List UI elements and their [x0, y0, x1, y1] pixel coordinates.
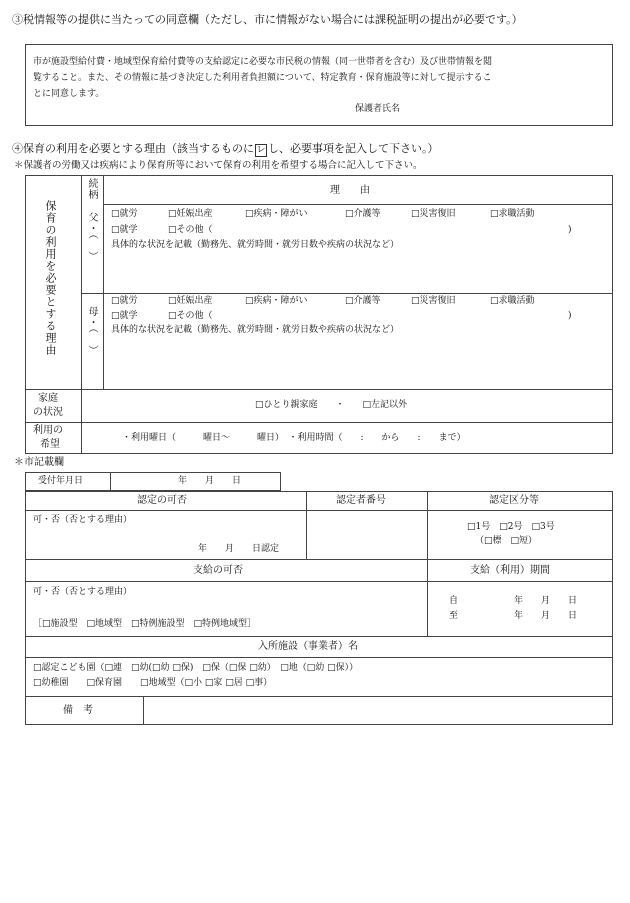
from-label: 自 [449, 596, 459, 606]
mother-opt-care[interactable]: □介護等 [345, 296, 381, 306]
mother-close-paren: ) [568, 311, 572, 321]
cert-date: 年 月 日認定 [198, 544, 280, 554]
father-opt-study[interactable]: □就学 [111, 225, 138, 235]
mother-opt-work[interactable]: □就労 [111, 296, 138, 306]
family-options[interactable]: □ひとり親家庭 ・ □左記以外 [255, 400, 408, 410]
cert-class-duration[interactable]: （□標 □短） [475, 536, 538, 546]
facility-line-1[interactable]: □認定こども園（□連 □幼(□幼 □保) □保（□保 □幼） □地（□幼 □保）） [33, 663, 359, 673]
col-relation: 続柄 [86, 178, 97, 200]
col-reason: 理 由 [330, 185, 370, 196]
mother-opt-study[interactable]: □就学 [111, 311, 138, 321]
facility-label: 入所施設（事業者）名 [258, 641, 358, 652]
cert-label: 認定の可否 [137, 495, 187, 506]
father-opt-disaster[interactable]: □災害復旧 [411, 209, 456, 219]
mother-opt-jobsearch[interactable]: □求職活動 [490, 296, 535, 306]
received-label: 受付年月日 [38, 476, 84, 486]
father-label: 父・（ ） [86, 212, 97, 262]
from-date: 年 月 日 [514, 596, 578, 606]
consent-line-2: 覧すること。また、その情報に基づき決定した利用者負担額について、特定教育・保育施設等に対して提示するこ [33, 73, 492, 83]
reason-heading [12, 143, 439, 157]
wish-label-1: 利用の [33, 425, 63, 436]
father-opt-care[interactable]: □介護等 [345, 209, 381, 219]
mother-label: 母・（ ） [86, 306, 97, 356]
father-opt-other[interactable]: □その他（ [168, 225, 213, 235]
family-label-2: の状況 [33, 407, 63, 418]
guardian-name-label: 保護者氏名 [355, 104, 401, 114]
pay-period-label: 支給（利用）期間 [470, 565, 550, 576]
to-date: 年 月 日 [514, 611, 578, 621]
father-opt-jobsearch[interactable]: □求職活動 [490, 209, 535, 219]
father-opt-illness[interactable]: □疾病・障がい [245, 209, 308, 219]
mother-opt-other[interactable]: □その他（ [168, 311, 213, 321]
consent-line-1: 市が施設型給付費・地域型保育給付費等の支給認定に必要な市民税の情報（同一世帯者を含む）及び世帯情報を閲 [33, 57, 493, 67]
reason-heading-post: し、必要事項を記入して下さい。） [268, 142, 439, 155]
family-label-1: 家庭 [38, 393, 58, 404]
mother-detail: 具体的な状況を記載（勤務先、就労時間・就労日数や疾病の状況など） [111, 325, 400, 335]
check-mark-icon: レ [256, 145, 266, 155]
mother-opt-illness[interactable]: □疾病・障がい [245, 296, 308, 306]
reason-heading-pre: ④保育の利用を必要とする理由（該当するものに [12, 142, 254, 155]
father-detail: 具体的な状況を記載（勤務先、就労時間・就労日数や疾病の状況など） [111, 240, 400, 250]
cert-no-label: 認定者番号 [336, 495, 386, 506]
father-opt-work[interactable]: □就労 [111, 209, 138, 219]
pay-body: 可・否（否とする理由） [33, 587, 133, 597]
reason-note: ＊保護者の労働又は疾病により保育所等において保育の利用を希望する場合に記入して下さい。 [14, 160, 423, 171]
mother-opt-disaster[interactable]: □災害復旧 [411, 296, 456, 306]
city-heading: ＊市記載欄 [14, 457, 64, 468]
father-close-paren: ) [568, 225, 572, 235]
consent-line-3: とに同意します。 [33, 89, 105, 99]
cert-class-label: 認定区分等 [489, 495, 539, 506]
father-opt-pregnancy[interactable]: □妊娠出産 [168, 209, 213, 219]
cert-class-options[interactable]: □1号 □2号 □3号 [467, 522, 555, 532]
received-date: 年 月 日 [178, 476, 242, 486]
mother-opt-pregnancy[interactable]: □妊娠出産 [168, 296, 213, 306]
pay-label: 支給の可否 [193, 565, 243, 576]
consent-heading: ③税情報等の提供に当たっての同意欄（ただし、市に情報がない場合には課税証明の提出が必要です。） [12, 13, 523, 26]
to-label: 至 [449, 611, 459, 621]
reason-side-label: 保育の利用を必要とする理由 [44, 200, 57, 356]
remarks-label: 備 考 [63, 705, 93, 716]
pay-types[interactable]: ［□施設型 □地域型 □特例施設型 □特例地域型］ [33, 619, 257, 629]
wish-text: ・利用曜日（ 曜日～ 曜日） ・利用時間（ : から : まで） [122, 433, 466, 443]
cert-body: 可・否（否とする理由） [33, 515, 133, 525]
wish-label-2: 希望 [40, 439, 60, 450]
facility-line-2[interactable]: □幼稚園 □保育園 □地域型（□小 □家 □居 □事） [33, 678, 273, 688]
